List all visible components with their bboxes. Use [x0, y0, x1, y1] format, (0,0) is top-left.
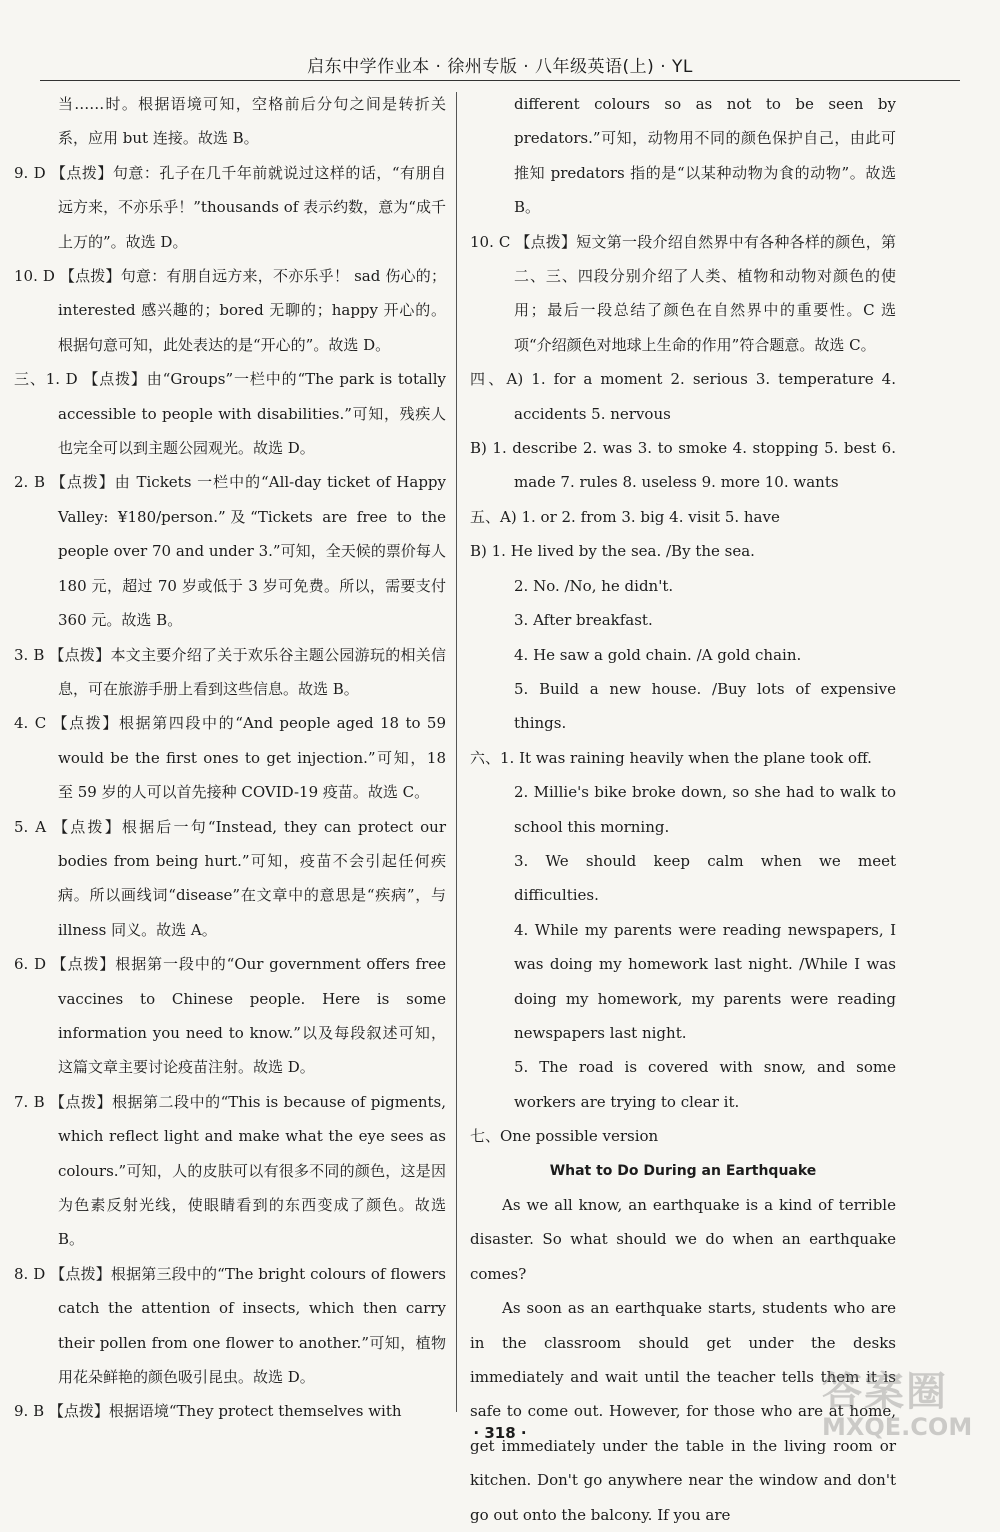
answer-paragraph: 5. Build a new house. /Buy lots of expensive things.	[514, 679, 896, 733]
watermark-cn: 答案圈	[822, 1369, 948, 1415]
essay-paragraph: As we all know, an earthquake is a kind of terrible disaster. So what should we do when an earthquake comes?	[470, 1196, 896, 1283]
answer-paragraph: 3. After breakfast.	[514, 611, 653, 630]
answer-paragraph: B) 1. describe 2. was 3. to smoke 4. stopping 5. best 6. made 7. rules 8. useless 9. more 10. wants	[470, 439, 896, 492]
essay-paragraph: As soon as an earthquake starts, students who are in the classroom should get under the desks immediately and wait until the teacher tells them it is safe to come out. However, for those who are at home, get immediately under the table in the living room or kitchen. Don't go anywhere near the window and don't go out onto the balcony. If you are	[470, 1299, 896, 1524]
answer-paragraph: 三、1. D 【点拨】由“Groups”一栏中的“The park is totally accessible to people with disabilities.”可知，残疾人也完全可以到主题公园观光。故选 D。	[14, 370, 446, 458]
answer-paragraph: 9. B 【点拨】根据语境“They protect themselves with	[14, 1402, 402, 1421]
answer-paragraph: 3. We should keep calm when we meet difficulties.	[514, 851, 896, 905]
answer-paragraph: 5. The road is covered with snow, and some workers are trying to clear it.	[514, 1058, 896, 1111]
answer-paragraph: 四、A) 1. for a moment 2. serious 3. temperature 4. accidents 5. nervous	[470, 370, 896, 423]
watermark-logo	[822, 1370, 992, 1448]
answer-paragraph: 六、1. It was raining heavily when the plane took off.	[470, 748, 872, 767]
left-column	[14, 87, 446, 1429]
answer-paragraph: 2. No. /No, he didn't.	[514, 576, 674, 595]
essay-title: What to Do During an Earthquake	[549, 1162, 817, 1179]
answer-paragraph: 10. D 【点拨】句意：有朋自远方来，不亦乐乎！ sad 伤心的；interested 感兴趣的；bored 无聊的；happy 开心的。根据句意可知，此处表达的是“开心的”。故选 D。	[14, 267, 446, 354]
watermark-en: MXQE.COM	[822, 1413, 973, 1441]
answer-paragraph: 8. D 【点拨】根据第三段中的“The bright colours of flowers catch the attention of insects, which then carry their pollen from one flower to another.”可知，植物用花朵鲜艳的颜色吸引昆虫。故选 D。	[14, 1264, 446, 1387]
answer-paragraph: 6. D 【点拨】根据第一段中的“Our government offers free vaccines to Chinese people. Here is some information you need to know.”以及每段叙述可知，这篇文章主要讨论疫苗注射。故选 D。	[14, 955, 446, 1077]
page-number: · 318 ·	[473, 1424, 527, 1442]
header-rule	[40, 80, 960, 81]
answer-paragraph: 5. A 【点拨】根据后一句“Instead, they can protect our bodies from being hurt.”可知，疫苗不会引起任何疾病。所以画线词“disease”在文章中的意思是“疾病”，与 illness 同义。故选 A。	[14, 817, 446, 939]
answer-paragraph: 4. He saw a gold chain. /A gold chain.	[514, 645, 802, 664]
answer-paragraph: 9. D 【点拨】句意：孔子在几千年前就说过这样的话，“有朋自远方来，不亦乐乎！”thousands of 表示约数，意为“成千上万的”。故选 D。	[14, 163, 446, 251]
answer-paragraph: 五、A) 1. or 2. from 3. big 4. visit 5. have	[470, 507, 780, 526]
answer-paragraph: 10. C 【点拨】短文第一段介绍自然界中有各种各样的颜色，第二、三、四段分别介绍了人类、植物和动物对颜色的使用；最后一段总结了颜色在自然界中的重要性。C 选项“介绍颜色对地球上生命的作用”符合题意。故选 C。	[470, 232, 896, 354]
answer-paragraph: different colours so as not to be seen by predators.”可知，动物用不同的颜色保护自己，由此可推知 predators 指的是“以某种动物为食的动物”。故选 B。	[514, 95, 896, 217]
answer-paragraph: B) 1. He lived by the sea. /By the sea.	[470, 542, 755, 561]
right-column	[470, 87, 896, 1532]
answer-paragraph: 4. C 【点拨】根据第四段中的“And people aged 18 to 59 would be the first ones to get injection.”可知，18 至 59 岁的人可以首先接种 COVID-19 疫苗。故选 C。	[14, 714, 446, 802]
answer-paragraph: 3. B 【点拨】本文主要介绍了关于欢乐谷主题公园游玩的相关信息，可在旅游手册上看到这些信息。故选 B。	[14, 645, 446, 698]
answer-paragraph: 2. B 【点拨】由 Tickets 一栏中的“All-day ticket of Happy Valley: ¥180/person.”及“Tickets are free to the people over 70 and under 3.”可知，全天候的票价每人 180 元，超过 70 岁或低于 3 岁可免费。所以，需要支付 360 元。故选 B。	[14, 473, 446, 630]
page-header: 启东中学作业本 · 徐州专版 · 八年级英语(上) · YL	[307, 57, 693, 77]
answer-paragraph: 7. B 【点拨】根据第二段中的“This is because of pigments, which reflect light and make what the eye sees as colours.”可知，人的皮肤可以有很多不同的颜色，这是因为色素反射光线，使眼睛看到的东西变成了颜色。故选 B。	[14, 1092, 446, 1249]
answer-paragraph: 七、One possible version	[470, 1127, 659, 1146]
column-divider	[456, 92, 457, 1412]
answer-paragraph: 当……时。根据语境可知，空格前后分句之间是转折关系，应用 but 连接。故选 B。	[58, 95, 446, 148]
answer-paragraph: 2. Millie's bike broke down, so she had to walk to school this morning.	[514, 783, 896, 836]
answer-paragraph: 4. While my parents were reading newspapers, I was doing my homework last night. /While I was doing my homework, my parents were reading newspapers last night.	[514, 920, 896, 1042]
